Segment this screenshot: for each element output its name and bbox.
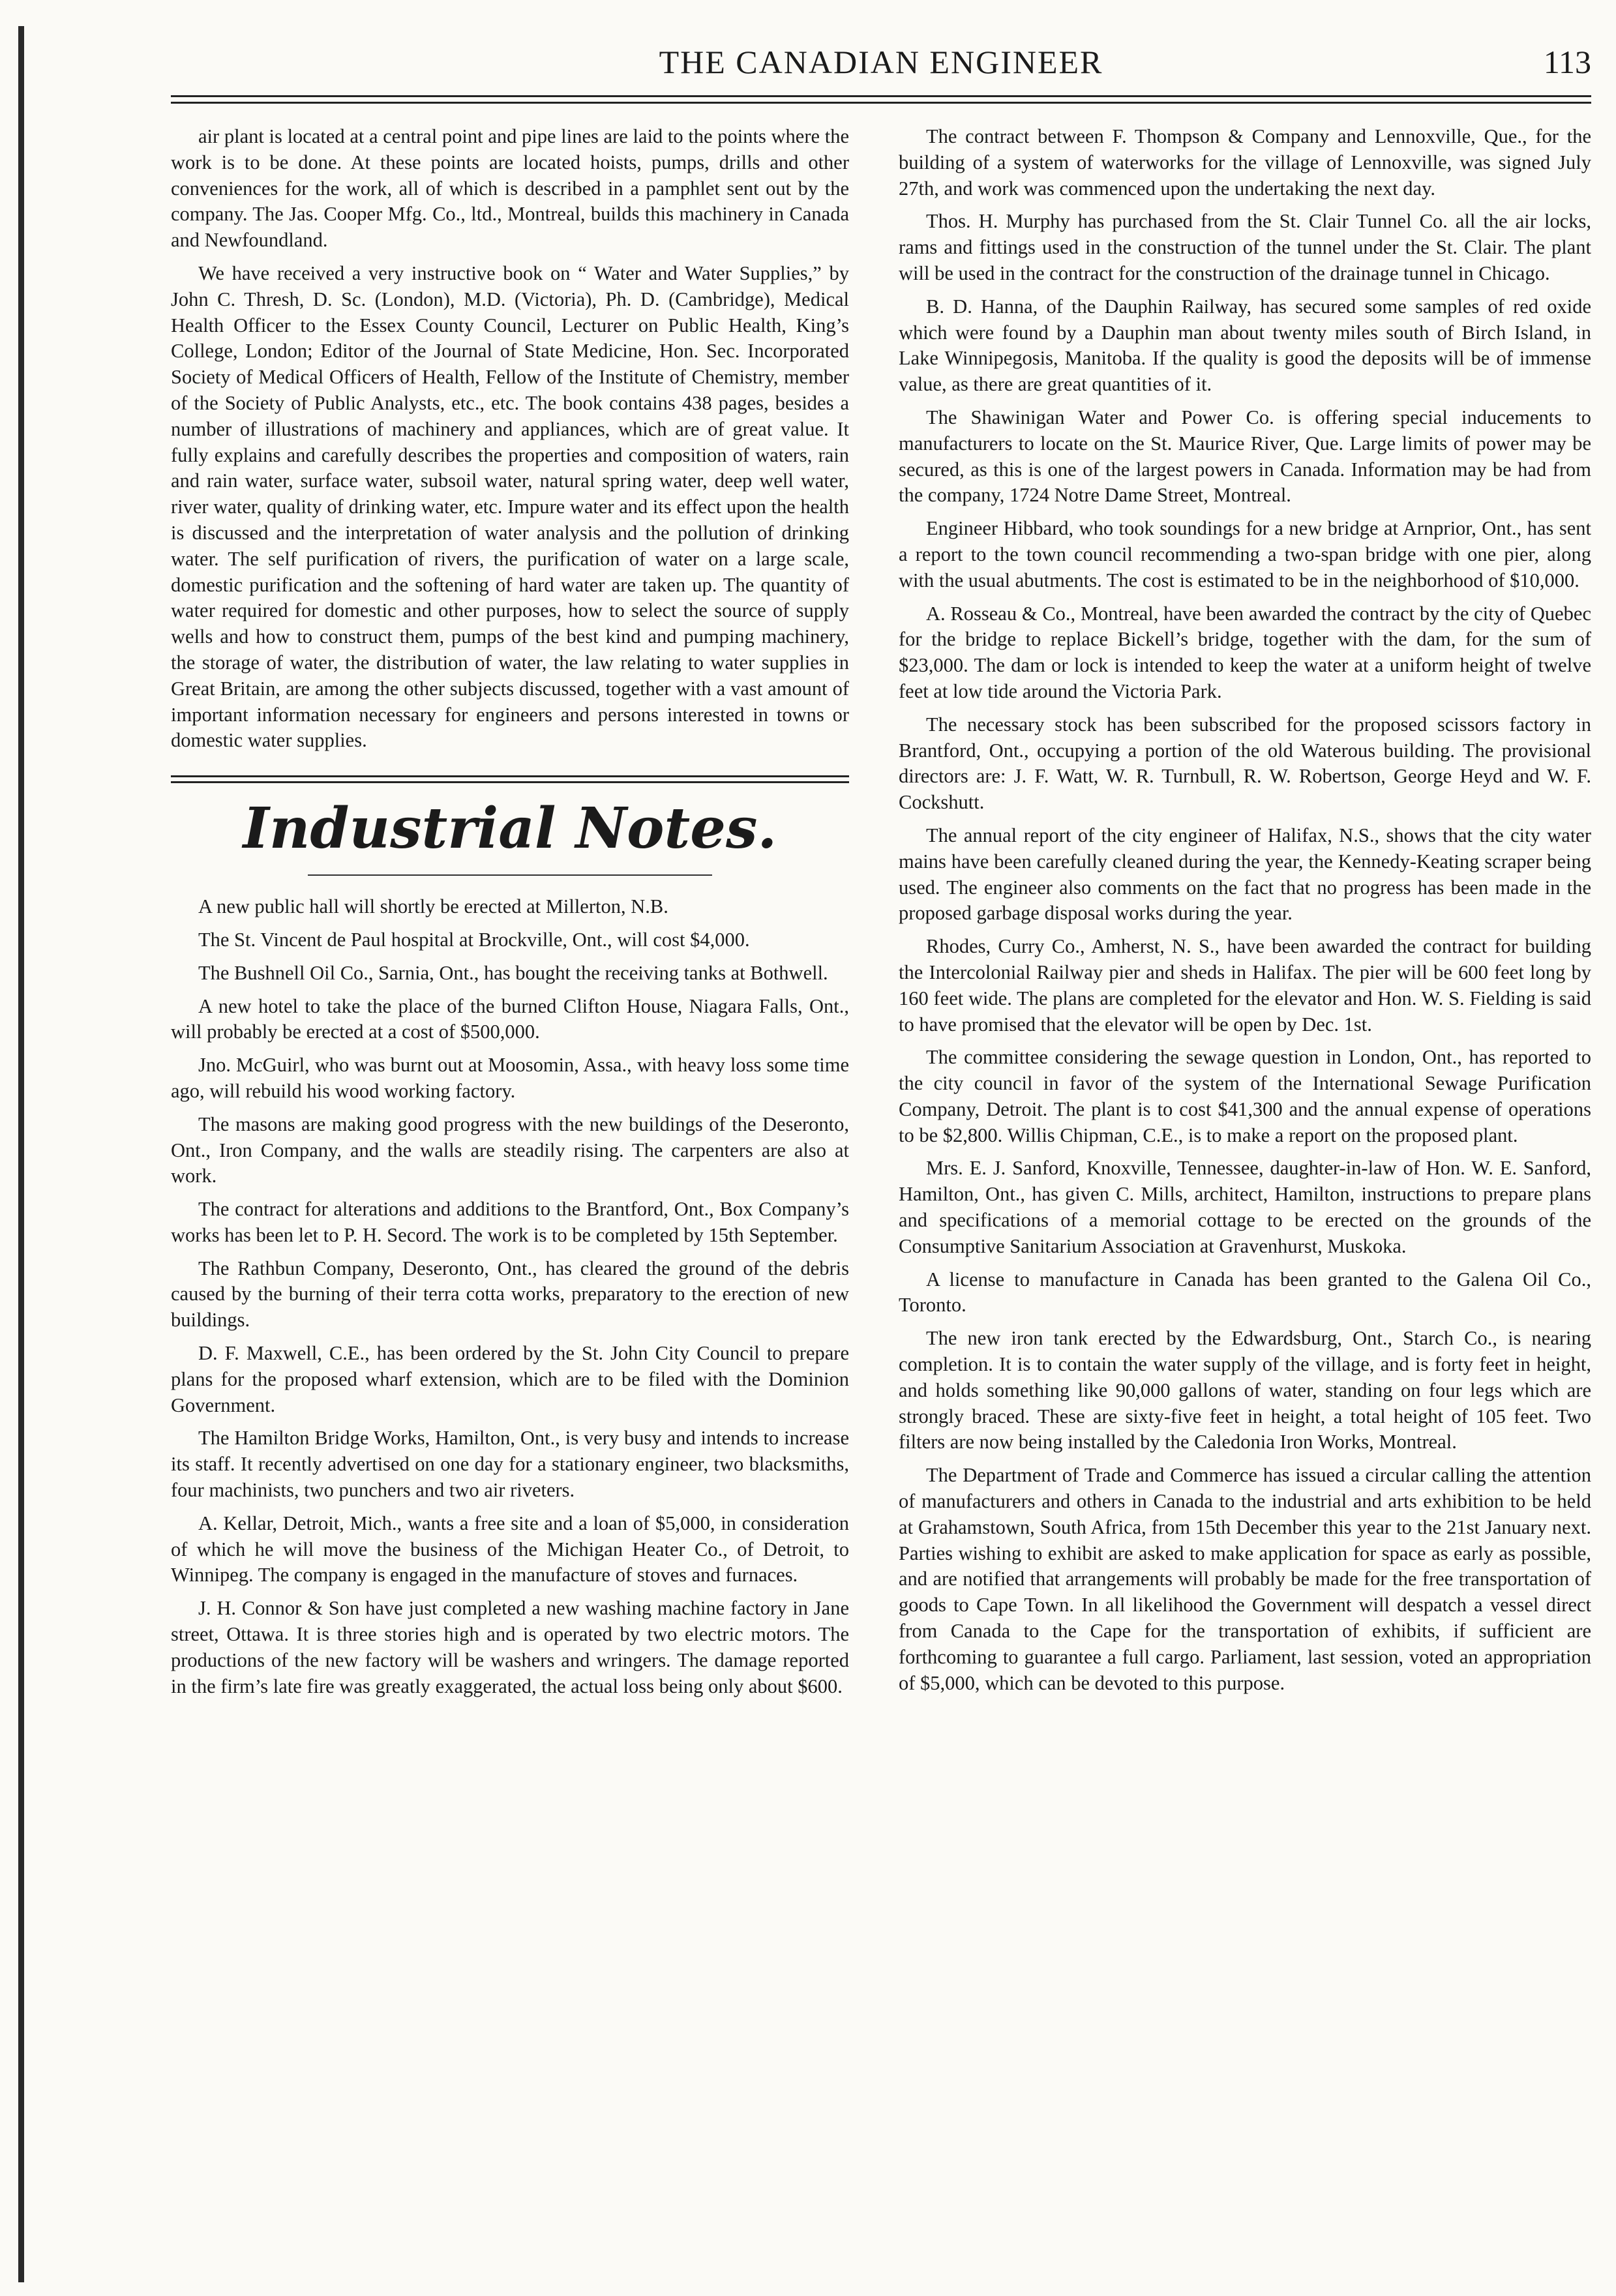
- page-number: 113: [1543, 44, 1591, 80]
- news-item: The Shawinigan Water and Power Co. is offering special inducements to manufacturers to locate on the St. Maurice River, Que. Large limits of power may be secured, as this is one of the largest powers in Canada. Information may be had from the company, 1724 Notre Dame Street, Montreal.: [899, 406, 1591, 507]
- news-item: B. D. Hanna, of the Dauphin Railway, has secured some samples of red oxide which were found by a Dauphin man about twenty miles south of Birch Island, in Lake Winnipegosis, Manitoba. If the quality is good the deposits will be of immense value, as there are great quantities of it.: [899, 295, 1591, 396]
- article-paragraph: We have received a very instructive book on “ Water and Water Supplies,” by John C. Thresh, D. Sc. (London), M.D. (Victoria), Ph. D. (Cambridge), Medical Health Officer to the Essex County Council, Lecturer on Public Health, King’s College, London; Editor of the Journal of State Medicine, Hon. Sec. Incorporated Society of Medical Officers of Health, Fellow of the Institute of Chemistry, member of the Society of Public Analysts, etc., etc. The book contains 438 pages, besides a number of illustrations of machinery and appliances, which are of great value. It fully explains and carefully describes the properties and composition of waters, rain and rain water, surface water, subsoil water, natural spring water, deep well water, river water, quality of drinking water, etc. Impure water and its effect upon the health is discussed and the interpretation of water analysis and the pollution of drinking water. The self purification of rivers, the purification of water on a large scale, domestic purification and the softening of hard water are taken up. The quantity of water required for domestic and other purposes, how to select the source of supply wells and how to construct them, pumps of the best kind and pumping machinery, the storage of water, the distribution of water, the law relating to water supplies in Great Britain, are among the other subjects discussed, together with a vast amount of important information necessary for engineers and persons interested in towns or domestic water supplies.: [171, 261, 849, 752]
- news-item: The contract for alterations and additions to the Brantford, Ont., Box Company’s works has been let to P. H. Secord. The work is to be completed by 15th September.: [171, 1198, 849, 1246]
- header-rule-bottom: [171, 102, 1591, 104]
- news-item: A new public hall will shortly be erected at Millerton, N.B.: [198, 895, 668, 918]
- news-item: The committee considering the sewage question in London, Ont., has reported to the city council in favor of the system of the International Sewage Purification Company, Detroit. The plant is to cost $41,300 and the annual expense of operations to be $2,800. Willis Chipman, C.E., is to make a report on the proposed plant.: [899, 1046, 1591, 1146]
- news-item: A. Kellar, Detroit, Mich., wants a free site and a loan of $5,000, in consideration of which he will move the business of the Michigan Heater Co., of Detroit, to Winnipeg. The company is engaged in the manufacture of stoves and furnaces.: [171, 1512, 849, 1587]
- page-edge-rule: [18, 26, 24, 2282]
- article-paragraph: air plant is located at a central point and pipe lines are laid to the points where the work is to be done. At these points are located hoists, pumps, drills and other conveniences for the work, all of which is described in a pamphlet sent out by the company. The Jas. Cooper Mfg. Co., ltd., Montreal, builds this machinery in Canada and Newfoundland.: [171, 125, 849, 252]
- news-item: The contract between F. Thompson & Company and Lennoxville, Que., for the building of a system of waterworks for the village of Lennoxville, was signed July 27th, and work was commenced upon the undertaking the next day.: [899, 125, 1591, 200]
- section-heading: Industrial Notes.: [243, 796, 777, 862]
- news-item: Rhodes, Curry Co., Amherst, N. S., have been awarded the contract for building the Intercolonial Railway pier and sheds in Halifax. The pier will be 600 feet long by 160 feet wide. The plans are completed for the elevator and Hon. W. S. Fielding is said to have promised that the elevator will be open by Dec. 1st.: [899, 935, 1591, 1036]
- news-item: The annual report of the city engineer of Halifax, N.S., shows that the city water mains have been carefully cleaned during the year, the Kennedy-Keating scraper being used. The engineer also comments on the fact that no progress has been made in the proposed garbage disposal works during the year.: [899, 824, 1591, 925]
- header-rule-top: [171, 95, 1591, 97]
- news-item: The St. Vincent de Paul hospital at Brockville, Ont., will cost $4,000.: [198, 928, 750, 951]
- news-item: The necessary stock has been subscribed for the proposed scissors factory in Brantford, Ont., occupying a portion of the old Waterous building. The provisional directors are: J. F. Watt, W. R. Turnbull, R. W. Robertson, George Heyd and W. F. Cockshutt.: [899, 713, 1591, 814]
- news-item: The new iron tank erected by the Edwardsburg, Ont., Starch Co., is nearing completion. It is to contain the water supply of the village, and is forty feet in height, and holds something like 90,000 gallons of water, standing on four legs which are strongly braced. These are sixty-five feet in height, a total height of 105 feet. Two filters are now being installed by the Caledonia Iron Works, Montreal.: [899, 1327, 1591, 1454]
- left-column: [171, 124, 849, 1707]
- news-item: The Department of Trade and Commerce has issued a circular calling the attention of manufacturers and others in Canada to the industrial and arts exhibition to be held at Grahamstown, South Africa, from 15th December this year to the 21st January next. Parties wishing to exhibit are asked to make application for space as early as possible, and are notified that arrangements will probably be made for the free transportation of goods to Cape Town. In all likelihood the Government will despatch a vessel direct from Canada to the Cape for the transportation of exhibits, if sufficient are forthcoming to guarantee a full cargo. Parliament, last session, voted an appropriation of $5,000, which can be devoted to this purpose.: [899, 1464, 1591, 1694]
- news-item: Engineer Hibbard, who took soundings for a new bridge at Arnprior, Ont., has sent a report to the town council recommending a two-span bridge with one pier, along with the usual abutments. The cost is estimated to be in the neighborhood of $10,000.: [899, 517, 1591, 591]
- right-column: [899, 124, 1591, 1703]
- news-item: J. H. Connor & Son have just completed a new washing machine factory in Jane street, Ottawa. It is three stories high and is operated by two electric motors. The productions of the new factory will be washers and wringers. The damage reported in the firm’s late fire was greatly exaggerated, the actual loss being only about $600.: [171, 1597, 849, 1697]
- running-header: [171, 39, 1591, 91]
- news-item: The Bushnell Oil Co., Sarnia, Ont., has bought the receiving tanks at Bothwell.: [198, 961, 828, 984]
- heading-underline: [308, 874, 712, 876]
- news-item: D. F. Maxwell, C.E., has been ordered by the St. John City Council to prepare plans for the proposed wharf extension, which are to be filed with the Dominion Government.: [171, 1342, 849, 1416]
- news-item: The masons are making good progress with the new buildings of the Deseronto, Ont., Iron Company, and the walls are steadily rising. The carpenters are also at work.: [171, 1112, 849, 1187]
- news-item: Mrs. E. J. Sanford, Knoxville, Tennessee, daughter-in-law of Hon. W. E. Sanford, Hamilton, Ont., has given C. Mills, architect, Hamilton, instructions to prepare plans and specifications of a memorial cottage to be erected on the grounds of the Consumptive Sanitarium Association at Gravenhurst, Muskoka.: [899, 1157, 1591, 1257]
- news-item: A new hotel to take the place of the burned Clifton House, Niagara Falls, Ont., will probably be erected at a cost of $500,000.: [171, 994, 849, 1043]
- news-item: A license to manufacture in Canada has been granted to the Galena Oil Co., Toronto.: [899, 1268, 1591, 1317]
- news-item: A. Rosseau & Co., Montreal, have been awarded the contract by the city of Quebec for the bridge to replace Bickell’s bridge, together with the dam, for the sum of $23,000. The dam or lock is intended to keep the water at a uniform height of twelve feet at low tide around the Victoria Park.: [899, 602, 1591, 702]
- news-item: The Hamilton Bridge Works, Hamilton, Ont., is very busy and intends to increase its staff. It recently advertised on one day for a stationary engineer, two blacksmiths, four machinists, two punchers and two air riveters.: [171, 1427, 849, 1502]
- news-item: Thos. H. Murphy has purchased from the St. Clair Tunnel Co. all the air locks, rams and fittings used in the construction of the tunnel under the St. Clair. The plant will be used in the contract for the construction of the drainage tunnel in Chicago.: [899, 210, 1591, 284]
- news-item: Jno. McGuirl, who was burnt out at Moosomin, Assa., with heavy loss some time ago, will rebuild his wood working factory.: [171, 1054, 849, 1102]
- news-item: The Rathbun Company, Deseronto, Ont., has cleared the ground of the debris caused by the burning of their terra cotta works, preparatory to the erection of new buildings.: [171, 1257, 849, 1332]
- journal-title: THE CANADIAN ENGINEER: [659, 44, 1103, 80]
